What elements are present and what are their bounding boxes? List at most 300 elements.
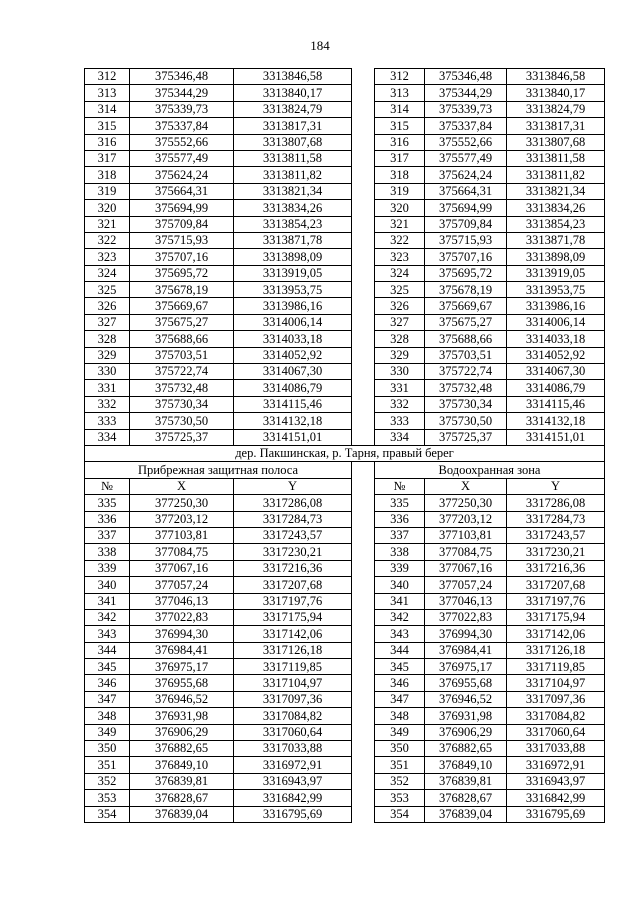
cell-num: 320 [85,200,130,216]
column-gap [352,806,375,822]
table-row [85,429,605,445]
cell-y: 3313821,34 [234,183,352,199]
section-header [85,445,605,494]
cell-x: 375344,29 [425,85,507,101]
cell-x: 375709,84 [130,216,234,232]
cell-num: 332 [375,396,425,412]
cell-y: 3313817,31 [507,118,605,134]
cell-num: 312 [375,69,425,85]
cell-x: 376931,98 [130,708,234,724]
cell-x: 375552,66 [425,134,507,150]
cell-x: 375703,51 [130,347,234,363]
cell-x: 375552,66 [130,134,234,150]
cell-y: 3314067,30 [234,364,352,380]
cell-x: 376882,65 [425,741,507,757]
cell-num: 351 [375,757,425,773]
cell-y: 3317207,68 [507,577,605,593]
cell-num: 327 [375,314,425,330]
cell-num: 350 [375,741,425,757]
cell-num: 332 [85,396,130,412]
cell-num: 348 [375,708,425,724]
column-gap [352,183,375,199]
cell-num: 348 [85,708,130,724]
cell-y: 3313898,09 [507,249,605,265]
coordinates-table [84,68,605,823]
cell-num: 352 [375,773,425,789]
cell-x: 376946,52 [130,691,234,707]
cell-y: 3317175,94 [234,609,352,625]
cell-x: 377250,30 [130,495,234,511]
cell-x: 375695,72 [425,265,507,281]
cell-x: 377084,75 [130,544,234,560]
cell-y: 3317060,64 [234,724,352,740]
cell-num: 354 [85,806,130,822]
cell-y: 3314033,18 [507,331,605,347]
cell-num: 333 [375,413,425,429]
cell-x: 375695,72 [130,265,234,281]
cell-y: 3313846,58 [507,69,605,85]
cell-y: 3317142,06 [234,626,352,642]
cell-num: 320 [375,200,425,216]
cell-y: 3313898,09 [234,249,352,265]
cell-y: 3317097,36 [507,691,605,707]
cell-num: 338 [375,544,425,560]
table-row [85,232,605,248]
column-gap [352,150,375,166]
table-row [85,544,605,560]
cell-num: 315 [85,118,130,134]
cell-x: 375722,74 [425,364,507,380]
column-gap [352,249,375,265]
cell-x: 377046,13 [425,593,507,609]
table-row [85,593,605,609]
table-row [85,380,605,396]
cell-y: 3317216,36 [507,560,605,576]
cell-y: 3313811,82 [507,167,605,183]
cell-x: 376906,29 [130,724,234,740]
cell-x: 376984,41 [425,642,507,658]
cell-x: 375675,27 [130,314,234,330]
cell-x: 376828,67 [425,790,507,806]
table-row [85,347,605,363]
cell-x: 376994,30 [425,626,507,642]
table-row [85,724,605,740]
page-number: 184 [310,38,330,53]
cell-num: 346 [375,675,425,691]
cell-y: 3313953,75 [234,282,352,298]
cell-x: 376839,04 [425,806,507,822]
table-row [85,413,605,429]
cell-x: 376849,10 [130,757,234,773]
table-row [85,200,605,216]
column-gap [352,85,375,101]
column-gap [352,527,375,543]
cell-num: 353 [85,790,130,806]
cell-y: 3317033,88 [507,741,605,757]
cell-num: 346 [85,675,130,691]
column-gap [352,741,375,757]
cell-num: 347 [85,691,130,707]
cell-y: 3317126,18 [234,642,352,658]
cell-x: 375624,24 [130,167,234,183]
cell-y: 3314033,18 [234,331,352,347]
cell-y: 3317104,97 [234,675,352,691]
cell-y: 3313919,05 [507,265,605,281]
cell-num: 322 [85,232,130,248]
column-gap [352,544,375,560]
cell-x: 375664,31 [130,183,234,199]
cell-x: 376975,17 [425,659,507,675]
col-header-y: Y [507,478,605,494]
cell-num: 343 [85,626,130,642]
cell-x: 375339,73 [130,101,234,117]
cell-y: 3316943,97 [507,773,605,789]
cell-num: 318 [375,167,425,183]
cell-x: 375339,73 [425,101,507,117]
cell-num: 352 [85,773,130,789]
column-gap [352,577,375,593]
cell-num: 312 [85,69,130,85]
cell-y: 3317084,82 [234,708,352,724]
cell-num: 349 [375,724,425,740]
cell-y: 3317084,82 [507,708,605,724]
cell-y: 3313807,68 [507,134,605,150]
cell-y: 3317126,18 [507,642,605,658]
cell-x: 375722,74 [130,364,234,380]
cell-x: 375344,29 [130,85,234,101]
cell-y: 3317286,08 [234,495,352,511]
col-header-num: № [85,478,130,494]
cell-y: 3317060,64 [507,724,605,740]
cell-x: 377057,24 [425,577,507,593]
cell-num: 354 [375,806,425,822]
cell-x: 376931,98 [425,708,507,724]
cell-num: 323 [375,249,425,265]
column-gap [352,331,375,347]
table-row [85,560,605,576]
cell-y: 3313953,75 [507,282,605,298]
column-gap [352,118,375,134]
cell-x: 375725,37 [425,429,507,445]
cell-num: 336 [375,511,425,527]
cell-y: 3317284,73 [507,511,605,527]
cell-num: 317 [375,150,425,166]
cell-x: 375577,49 [425,150,507,166]
cell-x: 375664,31 [425,183,507,199]
table-row [85,741,605,757]
cell-x: 375688,66 [130,331,234,347]
column-gap [352,462,375,478]
cell-num: 330 [85,364,130,380]
column-gap [352,724,375,740]
cell-y: 3313840,17 [507,85,605,101]
cell-x: 376906,29 [425,724,507,740]
cell-x: 375732,48 [425,380,507,396]
cell-num: 344 [85,642,130,658]
cell-num: 314 [85,101,130,117]
column-gap [352,314,375,330]
cell-x: 375624,24 [425,167,507,183]
table-row [85,757,605,773]
column-gap [352,429,375,445]
cell-num: 334 [85,429,130,445]
cell-x: 376882,65 [130,741,234,757]
column-gap [352,593,375,609]
cell-y: 3317243,57 [234,527,352,543]
cell-y: 3313871,78 [234,232,352,248]
column-gap [352,495,375,511]
cell-x: 375337,84 [425,118,507,134]
cell-num: 316 [375,134,425,150]
column-gap [352,609,375,625]
table-row [85,69,605,85]
cell-x: 375730,34 [425,396,507,412]
left-heading: Прибрежная защитная полоса [85,462,352,478]
table-row [85,249,605,265]
cell-num: 326 [85,298,130,314]
column-gap [352,659,375,675]
cell-num: 328 [85,331,130,347]
cell-num: 321 [85,216,130,232]
cell-y: 3313811,82 [234,167,352,183]
cell-x: 376955,68 [425,675,507,691]
cell-num: 347 [375,691,425,707]
cell-num: 323 [85,249,130,265]
cell-num: 340 [85,577,130,593]
table-row [85,806,605,822]
cell-x: 376849,10 [425,757,507,773]
cell-x: 375694,99 [425,200,507,216]
cell-y: 3313821,34 [507,183,605,199]
cell-y: 3313807,68 [234,134,352,150]
cell-num: 319 [85,183,130,199]
cell-y: 3317216,36 [234,560,352,576]
column-gap [352,282,375,298]
table-row [85,675,605,691]
cell-y: 3314115,46 [234,396,352,412]
cell-x: 377046,13 [130,593,234,609]
col-header-x: X [425,478,507,494]
column-gap [352,265,375,281]
cell-num: 329 [375,347,425,363]
cell-x: 375715,93 [130,232,234,248]
cell-num: 345 [85,659,130,675]
cell-y: 3317197,76 [234,593,352,609]
cell-num: 325 [375,282,425,298]
cell-x: 375725,37 [130,429,234,445]
table-row [85,282,605,298]
cell-y: 3313824,79 [507,101,605,117]
cell-y: 3313834,26 [234,200,352,216]
cell-y: 3317119,85 [234,659,352,675]
cell-num: 328 [375,331,425,347]
column-gap [352,413,375,429]
table-row [85,167,605,183]
table-row [85,626,605,642]
cell-x: 376955,68 [130,675,234,691]
cell-x: 377022,83 [425,609,507,625]
cell-y: 3313817,31 [234,118,352,134]
cell-num: 340 [375,577,425,593]
cell-x: 377103,81 [130,527,234,543]
cell-num: 343 [375,626,425,642]
table-row [85,183,605,199]
cell-x: 377022,83 [130,609,234,625]
cell-y: 3316943,97 [234,773,352,789]
cell-num: 324 [85,265,130,281]
cell-x: 376994,30 [130,626,234,642]
cell-y: 3317230,21 [234,544,352,560]
cell-num: 337 [375,527,425,543]
cell-y: 3313871,78 [507,232,605,248]
cell-x: 375709,84 [425,216,507,232]
cell-x: 375675,27 [425,314,507,330]
cell-x: 375730,50 [425,413,507,429]
cell-x: 377084,75 [425,544,507,560]
cell-y: 3317284,73 [234,511,352,527]
cell-y: 3313840,17 [234,85,352,101]
cell-y: 3314052,92 [507,347,605,363]
cell-x: 375577,49 [130,150,234,166]
table-row [85,691,605,707]
table-row [85,314,605,330]
cell-x: 375678,19 [130,282,234,298]
table-row [85,790,605,806]
cell-num: 324 [375,265,425,281]
cell-y: 3314086,79 [507,380,605,396]
cell-num: 339 [375,560,425,576]
column-gap [352,216,375,232]
cell-num: 337 [85,527,130,543]
column-gap [352,200,375,216]
column-gap [352,298,375,314]
cell-y: 3313811,58 [507,150,605,166]
cell-num: 334 [375,429,425,445]
cell-x: 375346,48 [425,69,507,85]
cell-y: 3314132,18 [507,413,605,429]
cell-num: 345 [375,659,425,675]
top-rows [85,69,605,446]
cell-y: 3314052,92 [234,347,352,363]
cell-y: 3314006,14 [234,314,352,330]
cell-num: 316 [85,134,130,150]
cell-y: 3316972,91 [507,757,605,773]
cell-x: 375669,67 [425,298,507,314]
cell-y: 3314151,01 [507,429,605,445]
table-row [85,298,605,314]
cell-num: 341 [85,593,130,609]
cell-x: 375678,19 [425,282,507,298]
cell-num: 353 [375,790,425,806]
column-gap [352,691,375,707]
cell-x: 375346,48 [130,69,234,85]
column-gap [352,396,375,412]
cell-x: 377067,16 [130,560,234,576]
column-gap [352,708,375,724]
cell-x: 377203,12 [130,511,234,527]
cell-x: 375694,99 [130,200,234,216]
cell-y: 3314151,01 [234,429,352,445]
cell-x: 375669,67 [130,298,234,314]
section-title: дер. Пакшинская, р. Тарня, правый берег [85,445,605,461]
column-gap [352,232,375,248]
col-header-num: № [375,478,425,494]
cell-x: 376839,81 [130,773,234,789]
table-row [85,659,605,675]
cell-y: 3317286,08 [507,495,605,511]
cell-num: 319 [375,183,425,199]
cell-y: 3316842,99 [234,790,352,806]
table-row [85,511,605,527]
cell-num: 313 [375,85,425,101]
cell-num: 318 [85,167,130,183]
cell-num: 349 [85,724,130,740]
table-row [85,150,605,166]
cell-num: 326 [375,298,425,314]
cell-y: 3317197,76 [507,593,605,609]
table-row [85,708,605,724]
cell-x: 375703,51 [425,347,507,363]
cell-y: 3316972,91 [234,757,352,773]
table-row [85,118,605,134]
right-heading: Водоохранная зона [375,462,605,478]
table-row [85,101,605,117]
cell-num: 339 [85,560,130,576]
cell-y: 3313824,79 [234,101,352,117]
cell-num: 335 [375,495,425,511]
cell-y: 3317230,21 [507,544,605,560]
table-row [85,134,605,150]
cell-num: 314 [375,101,425,117]
bottom-rows [85,495,605,823]
cell-y: 3317033,88 [234,741,352,757]
cell-y: 3314067,30 [507,364,605,380]
cell-num: 342 [85,609,130,625]
cell-x: 377067,16 [425,560,507,576]
cell-num: 322 [375,232,425,248]
cell-y: 3313854,23 [234,216,352,232]
cell-num: 336 [85,511,130,527]
cell-x: 375732,48 [130,380,234,396]
cell-x: 375707,16 [130,249,234,265]
table-row [85,396,605,412]
cell-x: 376984,41 [130,642,234,658]
col-header-y: Y [234,478,352,494]
column-gap [352,347,375,363]
cell-x: 375715,93 [425,232,507,248]
cell-num: 313 [85,85,130,101]
column-gap [352,364,375,380]
table-row [85,216,605,232]
cell-x: 375730,34 [130,396,234,412]
cell-x: 376946,52 [425,691,507,707]
cell-x: 375337,84 [130,118,234,134]
cell-y: 3317207,68 [234,577,352,593]
column-gap [352,478,375,494]
cell-x: 376839,81 [425,773,507,789]
cell-x: 377057,24 [130,577,234,593]
column-gap [352,626,375,642]
col-header-x: X [130,478,234,494]
cell-num: 338 [85,544,130,560]
column-gap [352,167,375,183]
column-gap [352,675,375,691]
cell-y: 3313986,16 [507,298,605,314]
cell-y: 3314086,79 [234,380,352,396]
cell-num: 335 [85,495,130,511]
cell-x: 375707,16 [425,249,507,265]
cell-num: 317 [85,150,130,166]
